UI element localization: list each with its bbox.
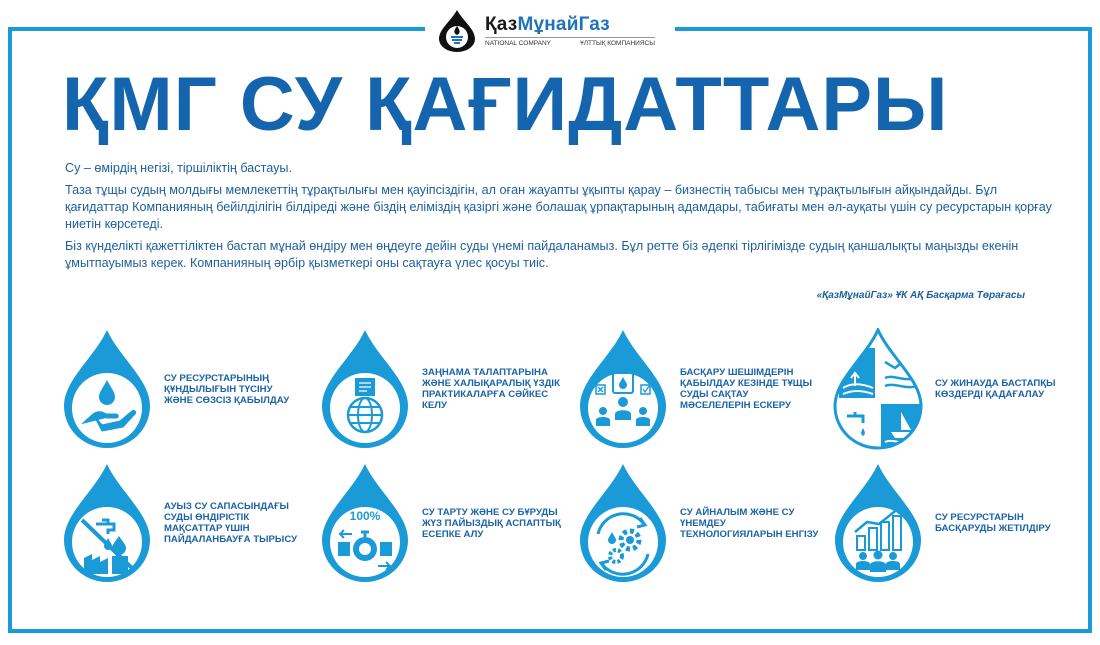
- principle-item: [320, 462, 562, 584]
- principle-label: АУЫЗ СУ САПАСЫНДАҒЫ СУДЫ ӨНДІРІСТІК МАҚСАТТАР ҮШІН ПАЙДАЛАНБАУҒА ТЫРЫСУ: [164, 501, 298, 545]
- water-meter-icon: [320, 462, 410, 584]
- logo-drop-icon: [437, 9, 477, 53]
- intro-paragraph-3: Біз күнделікті қажеттіліктен бастап мұнай өндіру мен өңдеуге дейін суды үнемі пайдаланамыз. Бұл ретте біз әдепкі тірлігімізде судың қаншалықты маңызды екенін ұмытпауымыз керек. Компанияның әрбір қызметкері оны сақтауға үлес қосуы тиіс.: [65, 239, 1019, 270]
- water-sources-icon: [833, 328, 923, 450]
- principle-label: СУ ТАРТУ ЖӘНЕ СУ БҰРУДЫ ЖҮЗ ПАЙЫЗДЫҚ АСПАПТЫҚ ЕСЕПКЕ АЛУ: [422, 506, 561, 540]
- signature: «ҚазМұнайГаз» ҰК АҚ Басқарма Төрағасы: [816, 290, 1025, 301]
- principle-item: [833, 328, 1075, 450]
- hand-water-icon: [62, 328, 152, 450]
- growth-chart-people-icon: [833, 462, 923, 584]
- principle-label: СУ РЕСУРСТАРЫН БАСҚАРУДЫ ЖЕТІЛДІРУ: [935, 512, 1051, 534]
- principle-item: [62, 462, 304, 584]
- principle-label: ЗАҢНАМА ТАЛАПТАРЫНА ЖӘНЕ ХАЛЫҚАРАЛЫҚ ҮЗДІК ПРАКТИКАЛАРҒА СӘЙКЕС КЕЛУ: [422, 367, 560, 411]
- water-cycle-gears-icon: [578, 462, 668, 584]
- logo-subtitle: [485, 37, 655, 47]
- principle-item: [833, 462, 1075, 584]
- logo-name-part1: Қаз: [485, 14, 518, 35]
- page-title: ҚМГ СУ ҚАҒИДАТТАРЫ: [62, 62, 949, 147]
- intro-paragraph-1: Су – өмірдің негізі, тіршіліктің бастауы.: [65, 161, 292, 175]
- principle-item: [320, 328, 562, 450]
- intro-text: [65, 160, 1055, 277]
- principle-label: СУ АЙНАЛЫМ ЖӘНЕ СУ ҮНЕМДЕУ ТЕХНОЛОГИЯЛАРЫН ЕНГІЗУ: [680, 506, 819, 540]
- logo-name: [485, 15, 655, 35]
- logo-sub-left: NATIONAL COMPANY: [485, 40, 551, 47]
- management-decision-icon: [578, 328, 668, 450]
- intro-paragraph-2: Таза тұщы судың молдығы мемлекеттің тұрақтылығы мен қауіпсіздігін, ал оған жауапты ұқыпты қарау – бизнестің табысы мен тұрақтылығын айқындайды. Бұл қағидаттар Компанияның бейілділігін білдіреді және біздің еліміздің қазіргі және болашақ ұрпақтарының адамдары, табиғаты мен әл-ауқаты үшін су ресурстарын қорғау ниетін көрсетеді.: [65, 183, 1052, 231]
- principle-label: СУ РЕСУРСТАРЫНЫҢ ҚҰНДЫЛЫҒЫН ТҮСІНУ ЖӘНЕ СӨЗСІЗ ҚАБЫЛДАУ: [164, 372, 290, 406]
- no-drinking-water-industry-icon: [62, 462, 152, 584]
- globe-document-icon: [320, 328, 410, 450]
- principle-label: БАСҚАРУ ШЕШІМДЕРІН ҚАБЫЛДАУ КЕЗІНДЕ ТҰЩЫ СУДЫ САҚТАУ МӘСЕЛЕЛЕРІН ЕСКЕРУ: [680, 367, 812, 411]
- principle-label: СУ ЖИНАУДА БАСТАПҚЫ КӨЗДЕРДІ ҚАДАҒАЛАУ: [935, 378, 1056, 400]
- percent-text: 100%: [349, 509, 381, 523]
- principle-item: [62, 328, 304, 450]
- company-logo: [425, 6, 675, 56]
- principle-item: [578, 462, 820, 584]
- logo-name-part2: МұнайГаз: [517, 14, 610, 35]
- logo-sub-right: ҰЛТТЫҚ КОМПАНИЯСЫ: [580, 40, 655, 47]
- principle-item: [578, 328, 820, 450]
